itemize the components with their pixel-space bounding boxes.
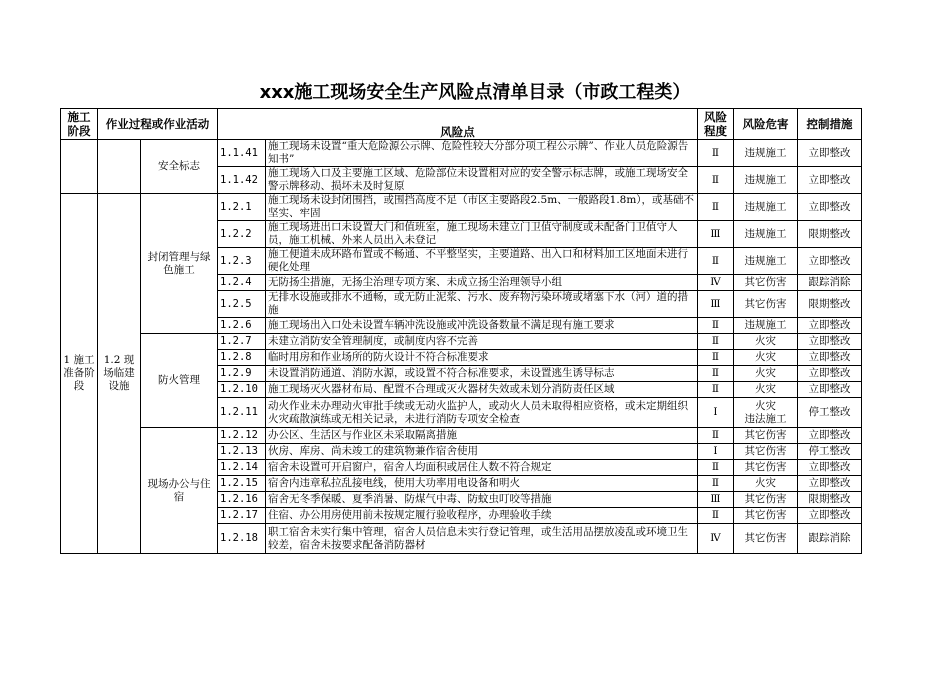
risk-level: Ⅱ [698,167,734,194]
risk-code: 1.2.17 [218,508,266,524]
risk-description: 施工现场未设封闭围挡，或围挡高度不足（市区主要路段2.5m、一般路段1.8m），或基础不坚实、牢固 [266,194,698,221]
header-stage: 施工阶段 [61,109,98,140]
risk-code: 1.2.14 [218,460,266,476]
risk-hazard: 其它伤害 [734,444,798,460]
risk-table [60,108,862,554]
table-body [61,140,862,554]
stage-cell: 1 施工准备阶段 [61,194,98,554]
risk-hazard: 其它伤害 [734,428,798,444]
risk-level: Ⅱ [698,194,734,221]
control-measure: 跟踪消除 [798,275,862,291]
control-measure: 停工整改 [798,444,862,460]
risk-code: 1.2.16 [218,492,266,508]
risk-description: 施工现场灭火器材布局、配置不合理或灭火器材失效或未划分消防责任区域 [266,382,698,398]
activity-safety-sign: 安全标志 [141,140,218,194]
risk-hazard: 火灾 [734,366,798,382]
risk-hazard: 火灾 [734,382,798,398]
control-measure: 限期整改 [798,291,862,318]
risk-code: 1.1.41 [218,140,266,167]
risk-code: 1.2.15 [218,476,266,492]
risk-description: 无防扬尘措施，无扬尘治理专项方案、未成立扬尘治理领导小组 [266,275,698,291]
risk-hazard: 其它伤害 [734,524,798,554]
risk-hazard: 火灾 违法施工 [734,398,798,428]
risk-code: 1.2.10 [218,382,266,398]
table-row [61,334,862,350]
risk-level: Ⅱ [698,460,734,476]
table-row [61,140,862,167]
control-measure: 立即整改 [798,366,862,382]
risk-description: 临时用房和作业场所的防火设计不符合标准要求 [266,350,698,366]
activity-office: 现场办公与住宿 [141,428,218,554]
risk-description: 宿舍未设置可开启窗户，宿舍人均面积或居住人数不符合规定 [266,460,698,476]
risk-hazard: 其它伤害 [734,275,798,291]
header-hazard: 风险危害 [734,109,798,140]
risk-hazard: 其它伤害 [734,460,798,476]
table-row [61,428,862,444]
risk-description: 住宿、办公用房使用前未按规定履行验收程序，办理验收手续 [266,508,698,524]
risk-description: 职工宿舍未实行集中管理，宿舍人员信息未实行登记管理，或生活用品摆放凌乱或环境卫生较差，宿舍未按要求配备消防器材 [266,524,698,554]
risk-code: 1.2.5 [218,291,266,318]
risk-hazard: 违规施工 [734,221,798,248]
risk-description: 未建立消防安全管理制度，或制度内容不完善 [266,334,698,350]
activity-fire: 防火管理 [141,334,218,428]
risk-level: Ⅰ [698,444,734,460]
control-measure: 立即整改 [798,167,862,194]
risk-hazard: 火灾 [734,476,798,492]
risk-code: 1.2.13 [218,444,266,460]
risk-code: 1.2.6 [218,318,266,334]
risk-code: 1.2.8 [218,350,266,366]
risk-description: 施工现场进出口未设置大门和值班室，施工现场未建立门卫值守制度或未配备门卫值守人员，施工机械、外来人员出入未登记 [266,221,698,248]
risk-hazard: 违规施工 [734,140,798,167]
risk-description: 施工便道未成环路布置或不畅通、不平整坚实，主要道路、出入口和材料加工区地面未进行硬化处理 [266,248,698,275]
risk-code: 1.2.1 [218,194,266,221]
control-measure: 立即整改 [798,382,862,398]
header-process: 作业过程或作业活动 [98,109,218,140]
risk-code: 1.2.12 [218,428,266,444]
risk-description: 动火作业未办理动火审批手续或无动火监护人，或动火人员未取得相应资格，或未定期组织火灾疏散演练或无相关记录，未进行消防专项安全检查 [266,398,698,428]
risk-level: Ⅱ [698,508,734,524]
control-measure: 立即整改 [798,350,862,366]
header-risk-point: 风险点 [218,109,698,140]
risk-description: 施工现场入口及主要施工区域、危险部位未设置相对应的安全警示标志牌，或施工现场安全警示牌移动、损坏未及时复原 [266,167,698,194]
stage-cell-empty [61,140,98,194]
control-measure: 立即整改 [798,476,862,492]
control-measure: 立即整改 [798,248,862,275]
control-measure: 限期整改 [798,221,862,248]
header-control: 控制措施 [798,109,862,140]
risk-description: 宿舍无冬季保暖、夏季消暑、防煤气中毒、防蚊虫叮咬等措施 [266,492,698,508]
risk-hazard: 违规施工 [734,194,798,221]
risk-hazard: 其它伤害 [734,291,798,318]
risk-hazard: 违规施工 [734,248,798,275]
risk-level: Ⅱ [698,428,734,444]
control-measure: 停工整改 [798,398,862,428]
risk-code: 1.2.7 [218,334,266,350]
risk-description: 无排水设施或排水不通畅，或无防止泥浆、污水、废弃物污染环境或堵塞下水（河）道的措施 [266,291,698,318]
risk-description: 施工现场出入口处未设置车辆冲洗设施或冲洗设备数量不满足现有施工要求 [266,318,698,334]
risk-level: Ⅲ [698,492,734,508]
risk-description: 未设置消防通道、消防水源，或设置不符合标准要求，未设置逃生诱导标志 [266,366,698,382]
page-title: xxx施工现场安全生产风险点清单目录（市政工程类） [259,82,691,103]
risk-code: 1.2.18 [218,524,266,554]
risk-level: Ⅱ [698,366,734,382]
control-measure: 立即整改 [798,460,862,476]
control-measure: 立即整改 [798,508,862,524]
risk-code: 1.1.42 [218,167,266,194]
risk-level: Ⅱ [698,140,734,167]
risk-description: 伙房、库房、尚未竣工的建筑物兼作宿舍使用 [266,444,698,460]
risk-description: 办公区、生活区与作业区未采取隔离措施 [266,428,698,444]
risk-level: Ⅳ [698,524,734,554]
risk-hazard: 火灾 [734,334,798,350]
risk-description: 施工现场未设置“重大危险源公示牌、危险性较大分部分项工程公示牌”、作业人员危险源告知书” [266,140,698,167]
risk-code: 1.2.3 [218,248,266,275]
process-cell: 1.2 现场临建设施 [98,194,141,554]
control-measure: 跟踪消除 [798,524,862,554]
process-cell-empty [98,140,141,194]
risk-code: 1.2.4 [218,275,266,291]
control-measure: 立即整改 [798,194,862,221]
risk-hazard: 其它伤害 [734,492,798,508]
control-measure: 限期整改 [798,492,862,508]
risk-description: 宿舍内违章私拉乱接电线，使用大功率用电设备和明火 [266,476,698,492]
header-row [61,109,862,140]
risk-level: Ⅲ [698,291,734,318]
header-level: 风险程度 [698,109,734,140]
risk-level: Ⅱ [698,318,734,334]
control-measure: 立即整改 [798,140,862,167]
risk-level: Ⅱ [698,334,734,350]
risk-level: Ⅱ [698,350,734,366]
risk-hazard: 其它伤害 [734,508,798,524]
risk-hazard: 违规施工 [734,318,798,334]
activity-enclosure: 封闭管理与绿色施工 [141,194,218,334]
control-measure: 立即整改 [798,428,862,444]
risk-level: Ⅱ [698,382,734,398]
risk-hazard: 违规施工 [734,167,798,194]
risk-level: Ⅱ [698,248,734,275]
risk-level: Ⅱ [698,476,734,492]
risk-level: Ⅰ [698,398,734,428]
risk-code: 1.2.9 [218,366,266,382]
risk-level: Ⅲ [698,221,734,248]
risk-level: Ⅳ [698,275,734,291]
table-row [61,194,862,221]
risk-hazard: 火灾 [734,350,798,366]
control-measure: 立即整改 [798,318,862,334]
risk-code: 1.2.2 [218,221,266,248]
control-measure: 立即整改 [798,334,862,350]
risk-code: 1.2.11 [218,398,266,428]
